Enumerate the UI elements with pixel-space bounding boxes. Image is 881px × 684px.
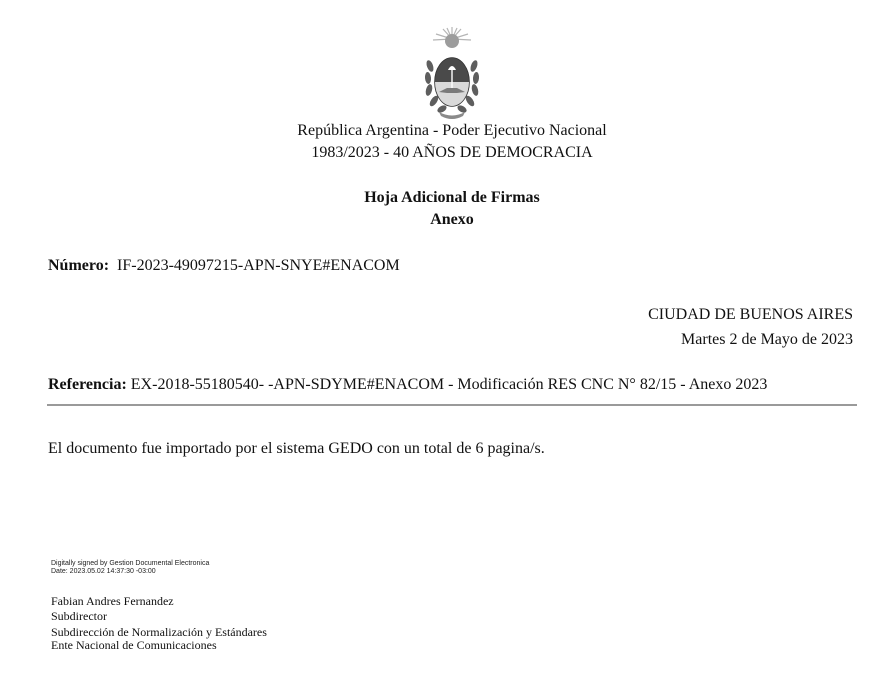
signer-title: Subdirector (51, 609, 107, 623)
digital-signature-date: Date: 2023.05.02 14:37:30 -03:00 (51, 568, 156, 575)
document-number-row (48, 256, 400, 276)
document-number-value: IF-2023-49097215-APN-SNYE#ENACOM (117, 257, 400, 274)
body-text: El documento fue importado por el sistema GEDO con un total de 6 pagina/s. (48, 440, 545, 457)
header-republic-line: República Argentina - Poder Ejecutivo Nacional (297, 122, 607, 139)
signer-name: Fabian Andres Fernandez (51, 594, 174, 608)
reference-row (48, 375, 767, 395)
document-title: Hoja Adicional de Firmas (364, 189, 540, 206)
document-subtitle: Anexo (430, 211, 474, 228)
section-divider (47, 404, 857, 406)
signer-department: Subdirección de Normalización y Estándares (51, 625, 267, 639)
reference-value: EX-2018-55180540- -APN-SDYME#ENACOM - Modificación RES CNC N° 82/15 - Anexo 2023 (130, 376, 768, 393)
reference-label: Referencia: (48, 376, 127, 393)
city-line: CIUDAD DE BUENOS AIRES (648, 306, 853, 323)
signer-organization: Ente Nacional de Comunicaciones (51, 638, 217, 652)
document-number-label: Número: (48, 257, 110, 274)
header-democracy-line: 1983/2023 - 40 AÑOS DE DEMOCRACIA (311, 144, 593, 161)
argentina-coat-of-arms-icon (421, 26, 483, 122)
digital-signature-line: Digitally signed by Gestion Documental Electronica (51, 560, 210, 567)
date-line: Martes 2 de Mayo de 2023 (681, 331, 853, 348)
